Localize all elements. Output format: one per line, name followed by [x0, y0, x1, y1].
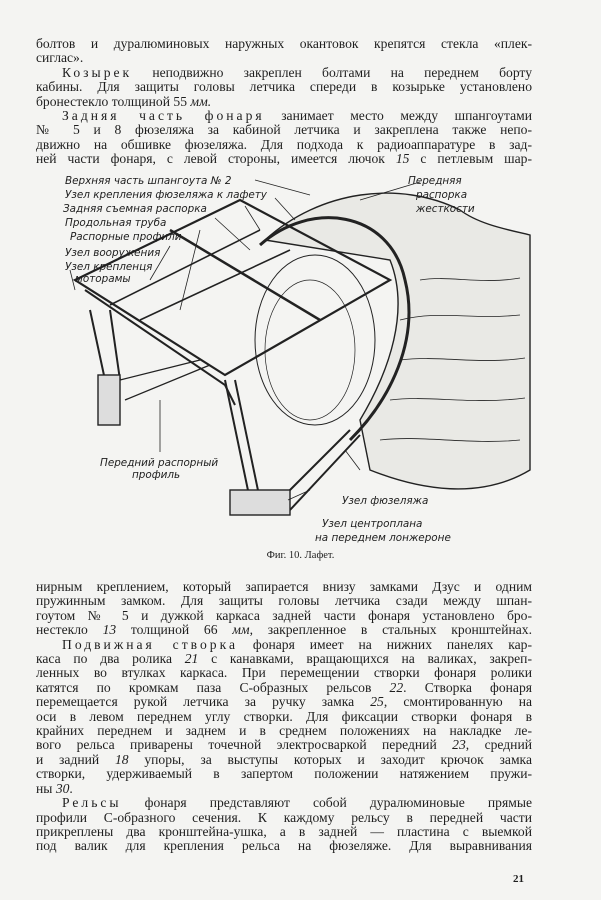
text-fragment: ны: [36, 780, 56, 796]
text-fragment: неподвижно закреплен болтами на переднем борту: [132, 64, 532, 80]
text-fragment: нестекло: [36, 622, 103, 638]
text-fragment: занимает место между шпангоутами: [264, 108, 532, 124]
text-fragment: вого рельса приварены точечной электросваркой передний: [36, 737, 453, 753]
label-fuselage-mount-node: Узел крепления фюзеляжа к лафету: [65, 189, 267, 201]
text-fragment: толщиной 66: [116, 622, 233, 638]
text-line: болтов и дуралюминовых наружных окантовок крепятся стекла «плек-: [36, 36, 532, 51]
paragraph-rear-canopy: [36, 109, 532, 167]
text-line: № 5 и 8 фюзеляжа за кабиной летчика и закреплена также непо-: [36, 122, 532, 138]
ref-number: 15: [395, 151, 410, 167]
figure-caption: Фиг. 10. Лафет.: [266, 550, 335, 561]
ref-number: 22: [389, 679, 404, 695]
paragraph-visor: [36, 66, 532, 109]
figure-gun-mount-diagram: [60, 170, 540, 550]
text-fragment: фонаря представляют собой дуралюминовые прямые: [121, 795, 532, 811]
label-engine-mount-node-2: моторамы: [75, 273, 131, 285]
term-sliding-canopy: Подвижная створка: [62, 636, 238, 652]
text-line: оси в левом переднем углу створки. Для фиксации створки фонаря в: [36, 708, 532, 724]
label-engine-mount-node: Узел крепленця: [65, 261, 153, 273]
text-fragment: . Створка фонаря: [403, 679, 532, 695]
text-line: гоутом № 5 и дужкой каркаса задней части фонаря установлено бро-: [36, 607, 532, 623]
top-text-block: [36, 37, 532, 167]
term-rear-canopy: Задняя часть фонаря: [62, 108, 265, 124]
text-line: профили С-образного сечения. К каждому рельсу в передней части: [36, 809, 532, 825]
text-line: прикреплены два кронштейна-ушка, а в задней — пластина с выемкой: [36, 823, 532, 839]
label-spacer-profiles: Распорные профили: [70, 231, 182, 243]
label-bulkhead-2-top: Верхняя часть шпангоута № 2: [65, 175, 232, 187]
ref-number: 25: [370, 694, 384, 710]
label-armament-node: Узел вооружения: [65, 247, 161, 259]
term-rails: Рельсы: [62, 795, 122, 811]
text-line: ленных во втулках каркаса. При перемещении створки фонаря ролики: [36, 665, 532, 681]
text-fragment: перемещается рукой летчика за ручку замка: [36, 694, 371, 710]
unit-mm: мм: [232, 622, 250, 638]
text-line: кабины. Для защиты головы летчика спереди в козырьке установлено: [36, 79, 532, 95]
text-fragment: , смонтированную на: [383, 694, 532, 710]
text-line: нирным креплением, который запирается внизу замками Дзус и одним: [36, 579, 532, 594]
paragraph-armored-glass: [36, 580, 532, 638]
label-front-brace: Передняя: [408, 175, 462, 187]
label-fuselage-node: Узел фюзеляжа: [342, 495, 429, 507]
ref-number: 21: [184, 651, 199, 667]
text-fragment: ней части фонаря, с левой стороны, имеется лючок: [36, 151, 396, 167]
paragraph-sliding-canopy: [36, 638, 532, 796]
label-front-spacer-profile-2: профиль: [132, 469, 181, 481]
ref-number: 23: [452, 737, 466, 753]
text-fragment: .: [69, 780, 73, 796]
gun-mount-illustration: [60, 170, 540, 550]
term-visor: Козырек: [62, 64, 133, 80]
label-front-brace-2: распорка: [416, 189, 468, 201]
text-line: движно на обшивке фюзеляжа. Для подхода к радиоаппаратуре в зад-: [36, 136, 532, 152]
page-number: 21: [513, 873, 524, 885]
text-line: пружинным замком. Для защиты головы летчика сзади между шпан-: [36, 593, 532, 609]
text-fragment: упоры, за выступы которых и заходит крючок замка: [128, 751, 532, 767]
text-line: под валик для крепления рельса на фюзеляже. Для выравнивания: [36, 838, 532, 854]
text-fragment: бронестекло толщиной 55: [36, 93, 191, 109]
text-fragment: каса по два ролика: [36, 651, 185, 667]
label-center-section-node-2: на переднем лонжероне: [315, 532, 451, 544]
text-fragment: с канавками, вращающихся на валиках, закреп-: [198, 651, 532, 667]
text-fragment: фонаря имеет на нижних панелях кар-: [238, 636, 532, 652]
unit-mm: мм.: [190, 93, 212, 109]
paragraph-rails: [36, 796, 532, 854]
label-longitudinal-tube: Продольная труба: [65, 217, 167, 229]
text-fragment: с петлевым шар-: [409, 151, 532, 167]
text-fragment: , закрепленное в стальных кронштейнах.: [249, 622, 532, 638]
text-fragment: и задний: [36, 751, 115, 767]
ref-number: 30: [55, 780, 70, 796]
label-center-section-node: Узел центроплана: [322, 518, 423, 530]
text-line: створки, удерживаемый в запертом положении натяжением пружи-: [36, 766, 532, 782]
ref-number: 18: [114, 751, 129, 767]
label-front-brace-3: жесткости: [416, 203, 475, 215]
text-fragment: катятся по кромкам паза С-образных рельсов: [36, 679, 390, 695]
label-front-spacer-profile: Передний распорный: [100, 457, 219, 469]
text-line: сиглас».: [36, 50, 84, 66]
text-fragment: , средний: [465, 737, 532, 753]
bottom-text-block: [36, 580, 532, 854]
ref-number: 13: [102, 622, 117, 638]
label-rear-removable-strut: Задняя съемная распорка: [63, 203, 207, 215]
paragraph-plexiglas: [36, 37, 532, 66]
text-line: крайних переднем и заднем и в среднем положениях на накладке ле-: [36, 723, 532, 739]
